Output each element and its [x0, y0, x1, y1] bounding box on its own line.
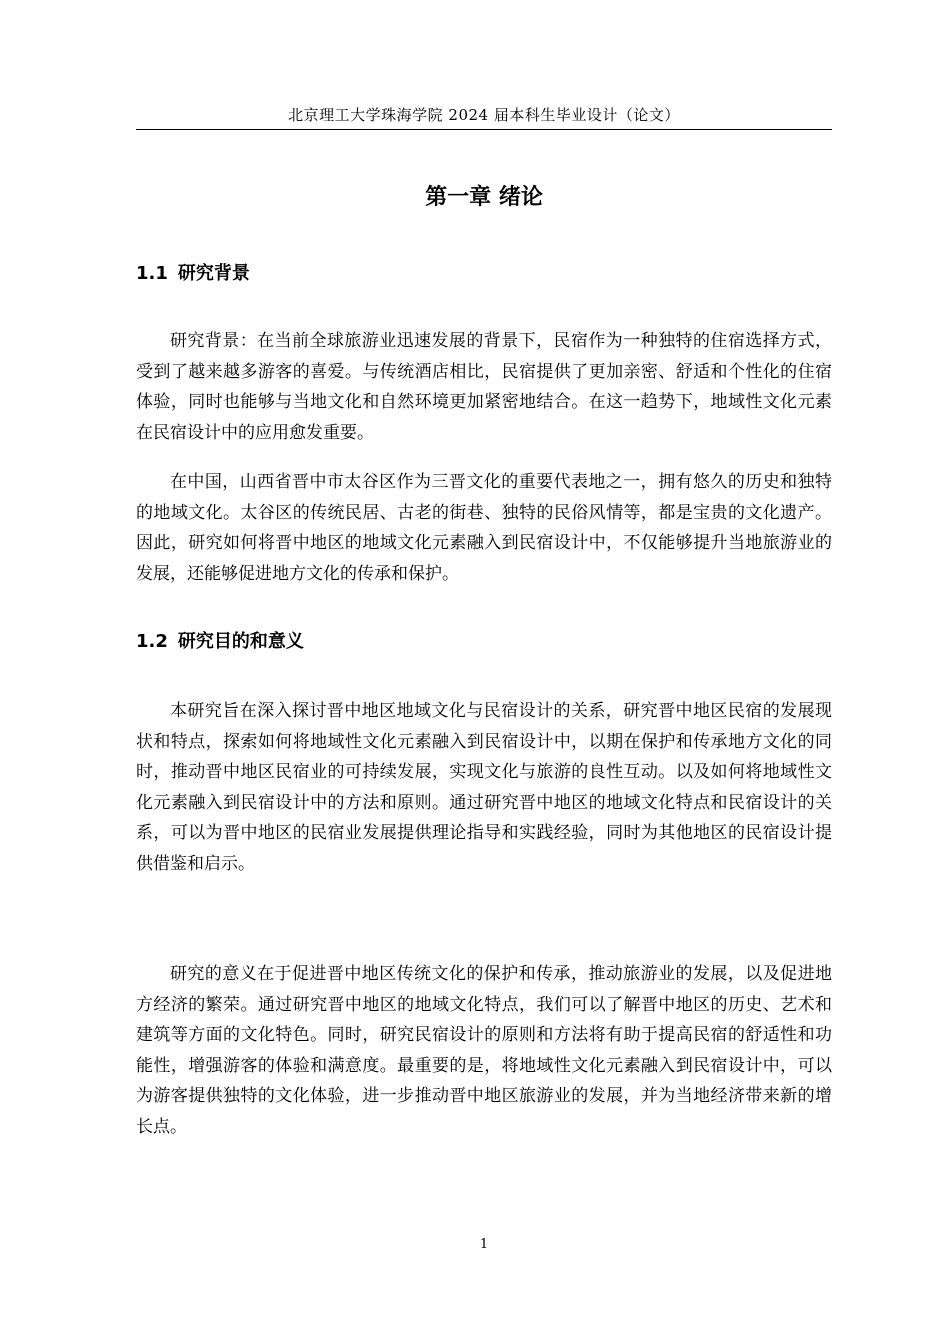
section-heading-1-1 — [136, 260, 832, 288]
page-number: 1 — [479, 1237, 489, 1252]
section-number: 1.1 — [136, 263, 168, 284]
paragraph: 在中国，山西省晋中市太谷区作为三晋文化的重要代表地之一，拥有悠久的历史和独特的地域文化。太谷区的传统民居、古老的街巷、独特的民俗风情等，都是宝贵的文化遗产。因此，研究如何将晋中地区的地域文化元素融入到民宿设计中，不仅能够提升当地旅游业的发展，还能够促进地方文化的传承和保护。 — [136, 472, 832, 584]
chapter-title: 第一章 绪论 — [425, 185, 543, 210]
section-heading-1-2 — [136, 628, 832, 656]
paragraph: 本研究旨在深入探讨晋中地区地域文化与民宿设计的关系，研究晋中地区民宿的发展现状和特点，探索如何将地域性文化元素融入到民宿设计中，以期在保护和传承地方文化的同时，推动晋中地区民宿业的可持续发展，实现文化与旅游的良性互动。以及如何将地域性文化元素融入到民宿设计中的方法和原则。通过研究晋中地区的地域文化特点和民宿设计的关系，可以为晋中地区的民宿业发展提供理论指导和实践经验，同时为其他地区的民宿设计提供借鉴和启示。 — [136, 701, 832, 874]
header-rule — [136, 129, 832, 130]
running-header: 北京理工大学珠海学院 2024 届本科生毕业设计（论文） — [288, 106, 680, 124]
section-title: 研究背景 — [177, 263, 250, 284]
section-title: 研究目的和意义 — [177, 631, 304, 652]
paragraph: 研究背景：在当前全球旅游业迅速发展的背景下，民宿作为一种独特的住宿选择方式，受到了越来越多游客的喜爱。与传统酒店相比，民宿提供了更加亲密、舒适和个性化的住宿体验，同时也能够与当地文化和自然环境更加紧密地结合。在这一趋势下，地域性文化元素在民宿设计中的应用愈发重要。 — [136, 331, 832, 443]
paragraph: 研究的意义在于促进晋中地区传统文化的保护和传承，推动旅游业的发展，以及促进地方经济的繁荣。通过研究晋中地区的地域文化特点，我们可以了解晋中地区的历史、艺术和建筑等方面的文化特色。同时，研究民宿设计的原则和方法将有助于提高民宿的舒适性和功能性，增强游客的体验和满意度。最重要的是，将地域性文化元素融入到民宿设计中，可以为游客提供独特的文化体验，进一步推动晋中地区旅游业的发展，并为当地经济带来新的增长点。 — [136, 964, 832, 1137]
section-number: 1.2 — [136, 631, 168, 652]
